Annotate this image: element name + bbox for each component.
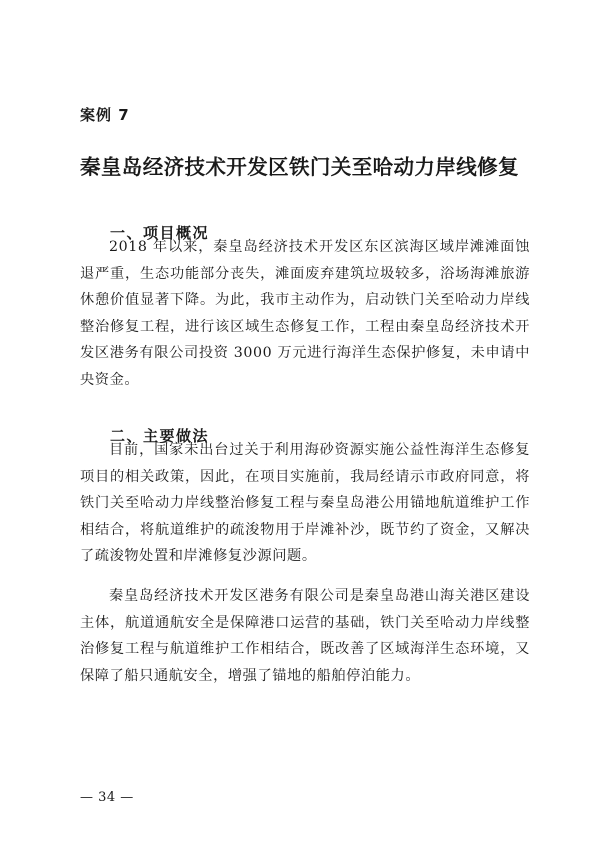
document-title: 秦皇岛经济技术开发区铁门关至哈动力岸线修复 — [80, 155, 519, 179]
practices-paragraph-2: 秦皇岛经济技术开发区港务有限公司是秦皇岛港山海关港区建设主体，航道通航安全是保障港口运营的基础，铁门关至哈动力岸线整治修复工程与航道维护工作相结合，既改善了区域海洋生态环境，又保障了船只通航安全，增强了锚地的船舶停泊能力。 — [80, 588, 530, 684]
practices-paragraph-1: 目前，国家未出台过关于利用海砂资源实施公益性海洋生态修复项目的相关政策，因此，在项目实施前，我局经请示市政府同意，将铁门关至哈动力岸线整治修复工程与秦皇岛港公用锚地航道维护工作相结合，将航道维护的疏浚物用于岸滩补沙，既节约了资金，又解决了疏浚物处置和岸滩修复沙源问题。 — [80, 442, 530, 565]
section-heading-overview: 一、项目概况 — [110, 224, 210, 242]
case-label: 案例 7 — [80, 106, 130, 124]
page-number: — 34 — — [80, 790, 134, 805]
overview-paragraph: 2018 年以来，秦皇岛经济技术开发区东区滨海区域岸滩滩面蚀退严重，生态功能部分丧失，滩面废弃建筑垃圾较多，浴场海滩旅游休憩价值显著下降。为此，我市主动作为，启动铁门关至哈动力岸线整治修复工程，进行该区域生态修复工作，工程由秦皇岛经济技术开发区港务有限公司投资 3000 万元进行海洋生态保护修复，未申请中央资金。 — [80, 239, 530, 388]
section-heading-practices: 二、主要做法 — [110, 427, 210, 445]
